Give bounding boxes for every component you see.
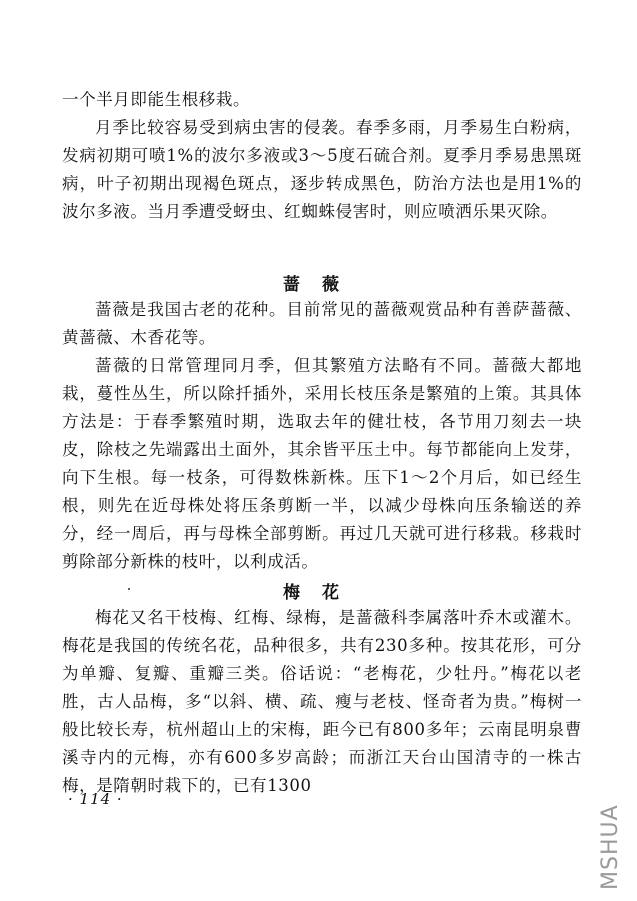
heading-qiangwei: 蔷薇 (283, 275, 361, 295)
paragraph-qiangwei-propagation: 蔷薇的日常管理同月季，但其繁殖方法略有不同。蔷薇大都地栽，蔓性丛生，所以除扦插外，采用长枝压条是繁殖的上策。其具体方法是：于春季繁殖时期，选取去年的健壮枝，各节用刀刻去一块皮，除枝之先端露出土面外，其余皆平压土中。每节都能向上发芽，向下生根。每一枝条，可得数株新株。压下1～2个月后，如已经生根，则先在近母株处将压条剪断一半，以减少母株向压条输送的养分，经一周后，再与母株全部剪断。再过几天就可进行移栽。移栽时剪除部分新株的枝叶，以利成活。 (62, 356, 582, 571)
section-qiangwei (62, 296, 582, 576)
paragraph-pests: 月季比较容易受到病虫害的侵袭。春季多雨，月季易生白粉病，发病初期可喷1%的波尔多液或3～5度石硫合剂。夏季月季易患黑斑病，叶子初期出现褐色斑点，逐步转成黑色，防治方法也是用1%的波尔多液。当月季遭受蚜虫、红蜘蛛侵害时，则应喷洒乐果灭除。 (62, 118, 582, 221)
watermark-text: MSHUA (598, 804, 623, 890)
section-rose-care (62, 86, 582, 226)
paragraph-rooting: 一个半月即能生根移栽。 (62, 90, 251, 109)
paragraph-qiangwei-intro: 蔷薇是我国古老的花种。目前常见的蔷薇观赏品种有善萨蔷薇、黄蔷薇、木香花等。 (62, 300, 582, 347)
page-number: · 114 · (68, 790, 123, 808)
heading-meihua: 梅花 (283, 583, 361, 603)
paragraph-meihua-intro: 梅花又名干枝梅、红梅、绿梅，是蔷薇科李属落叶乔木或灌木。梅花是我国的传统名花，品种很多，共有230多种。按其花形，可分为单瓣、复瓣、重瓣三类。俗话说：“老梅花，少牡丹。”梅花以老胜，古人品梅，多“以斜、横、疏、瘦与老枝、怪奇者为贵。”梅树一般比较长寿，杭州超山上的宋梅，距今已有800多年；云南昆明泉曹溪寺内的元梅，亦有600多岁高龄；而浙江天台山国清寺的一株古梅，是隋朝时栽下的，已有1300 (62, 608, 582, 795)
section-meihua (62, 604, 582, 800)
